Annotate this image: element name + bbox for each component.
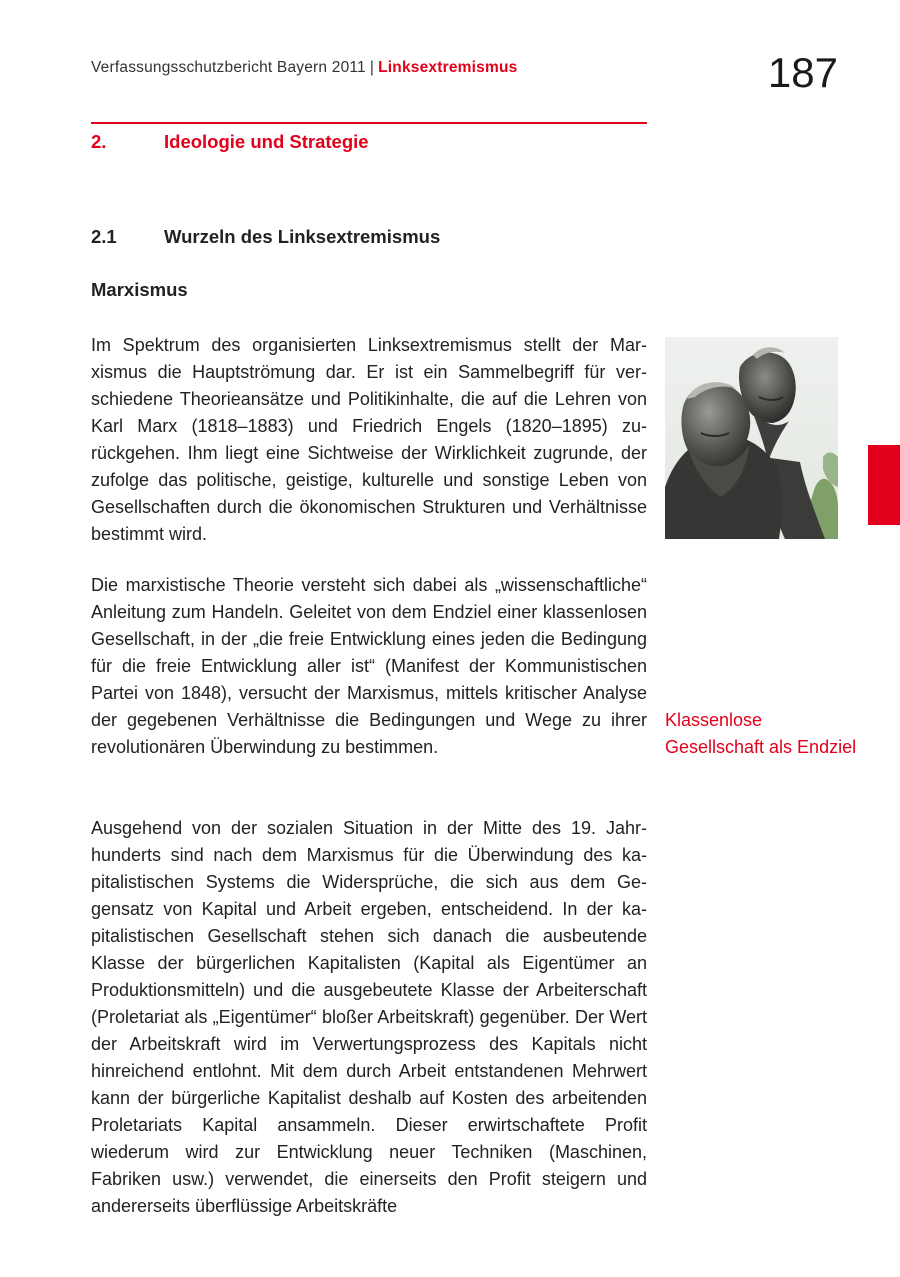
subsection-number: 2.1 [91,226,117,247]
subsection-title: Wurzeln des Linksextremismus [164,226,441,247]
section-number: 2. [91,131,107,152]
chapter-thumb-index [868,445,900,525]
publication-title: Verfassungsschutzbericht Bayern 2011 [91,59,366,76]
page-number: 187 [767,49,838,96]
running-header [91,59,517,77]
margin-note: Klassenlose Gesellschaft als Endziel [665,710,857,757]
section-title: Ideologie und Strategie [164,131,369,152]
section-rule [91,122,647,124]
section-heading [91,131,369,153]
body-paragraph: Im Spektrum des organisierten Linksextremismus stellt der Marxismus die Hauptströmung dar. Er ist ein Sammelbegriff für verschiedene Theorieansätze und Politikinhalte, die auf die Lehren von Karl Marx (1818–1883) und Friedrich Engels (1820–1895) zurückgehen. Ihm liegt eine Sichtweise der Wirklichkeit zugrunde, der zufolge das politische, geistige, kulturelle und sonstige Leben von Gesellschaften durch die ökonomischen Strukturen und Verhältnisse bestimmt wird. [91,335,647,544]
header-separator: | [369,59,375,76]
subsection-heading [91,226,440,248]
subheading: Marxismus [91,279,188,300]
body-paragraph: Die marxistische Theorie versteht sich dabei als „wissenschaftliche“ Anleitung zum Handeln. Geleitet von dem Endziel einer klassenlosen Gesellschaft, in der „die freie Entwicklung eines jeden die Bedingung für die freie Entwicklung aller ist“ (Manifest der Kommunistischen Partei von 1848), versucht der Marxismus, mittels kritischer Analyse der gegebenen Verhältnisse die Bedingungen und Wege zu ihrer revolutionären Überwindung zu bestimmen. [91,575,647,757]
chapter-title: Linksextremismus [378,59,518,76]
marx-engels-statue-photo [665,337,838,539]
body-paragraph: Ausgehend von der sozialen Situation in der Mitte des 19. Jahrhunderts sind nach dem Marxismus für die Überwindung des kapitalistischen Systems die Widersprüche, die sich aus dem Gegensatz von Kapital und Arbeit ergeben, entscheidend. In der kapitalistischen Gesellschaft stehen sich danach die ausbeutende Klasse der bürgerlichen Kapitalisten (Kapital als Eigentümer an Produktionsmitteln) und die ausgebeutete Klasse der Arbeiterschaft (Proletariat als „Eigentümer“ bloßer Arbeitskraft) gegenüber. Der Wert der Arbeitskraft wird im Verwertungsprozess des Kapitals nicht hinreichend entlohnt. Mit dem durch Arbeit entstandenen Mehrwert kann der bürgerliche Kapitalist deshalb auf Kosten des arbeitenden Proletariats Kapital ansammeln. Dieser erwirtschaftete Profit wiederum wird zur Entwicklung neuer Techniken (Maschinen, Fabriken usw.) verwendet, die einerseits den Profit steigern und andererseits überflüssige Arbeitskräfte [91,818,647,1216]
